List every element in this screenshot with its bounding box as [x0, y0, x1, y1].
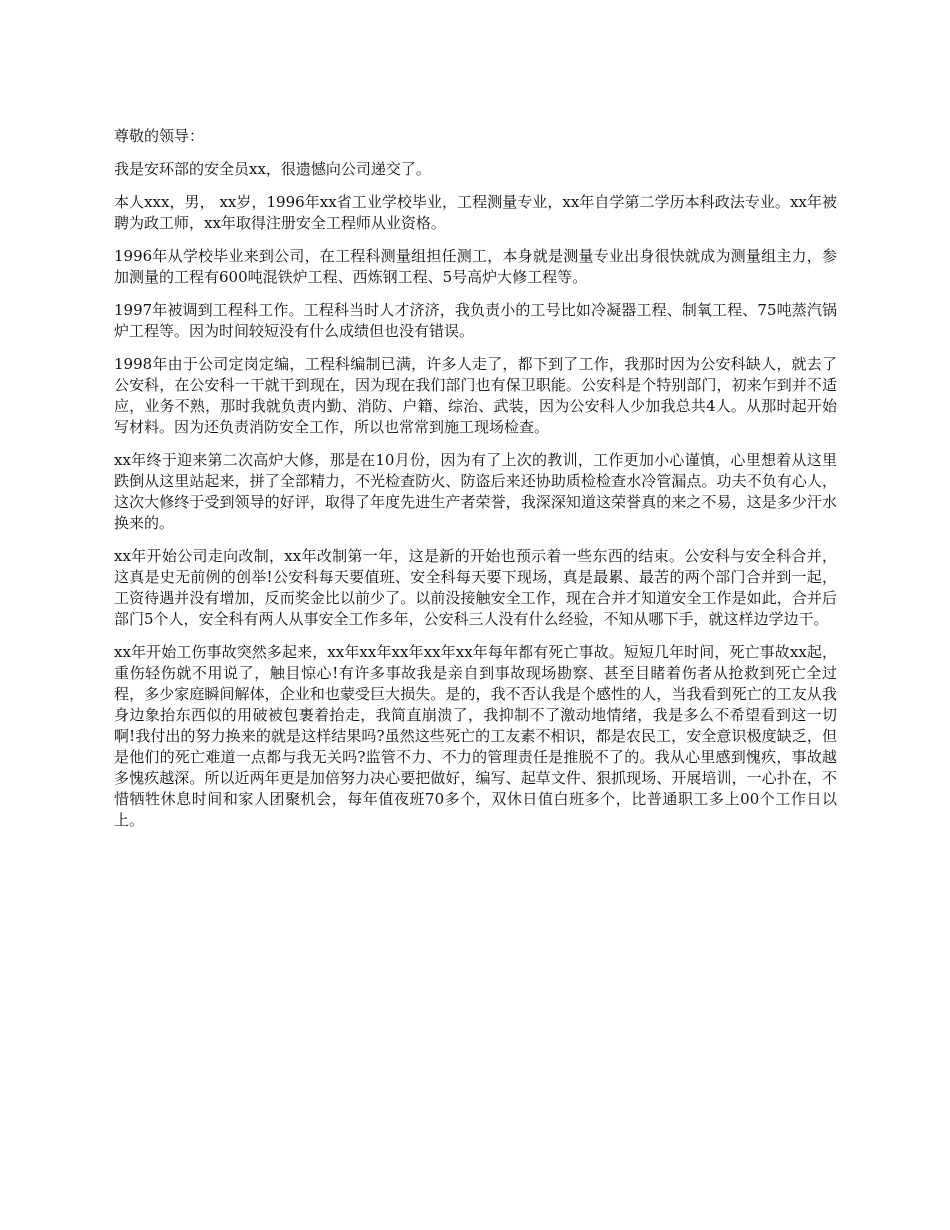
paragraph-2: 本人xxx，男， xx岁，1996年xx省工业学校毕业，工程测量专业，xx年自学第二学历本科政法专业。xx年被聘为政工师，xx年取得注册安全工程师从业资格。 — [114, 193, 837, 232]
paragraph-5: 1998年由于公司定岗定编，工程科编制已满，许多人走了，都下到了工作，我那时因为公安科缺人，就去了公安科，在公安科一干就干到现在，因为现在我们部门也有保卫职能。公安科是个特别部门，初来乍到并不适应，业务不熟，那时我就负责内勤、消防、户籍、综治、武装，因为公安科人少加我总共4人。从那时起开始写材料。因为还负责消防安全工作，所以也常常到施工现场检查。 — [114, 355, 837, 436]
paragraph-3: 1996年从学校毕业来到公司，在工程科测量组担任测工，本身就是测量专业出身很快就成为测量组主力，参加测量的工程有600吨混铁炉工程、西炼钢工程、5号高炉大修工程等。 — [114, 247, 837, 286]
paragraph-8: xx年开始工伤事故突然多起来，xx年xx年xx年xx年xx年每年都有死亡事故。短短几年时间，死亡事故xx起，重伤轻伤就不用说了，触目惊心!有许多事故我是亲自到事故现场勘察、甚至目睹着伤者从抢救到死亡全过程，多少家庭瞬间解体，企业和也蒙受巨大损失。是的，我不否认我是个感性的人，当我看到死亡的工友从我身边象抬东西似的用破被包裹着抬走，我简直崩溃了，我抑制不了激动地情绪，我是多么不希望看到这一切啊!我付出的努力换来的就是这样结果吗?虽然这些死亡的工友素不相识，都是农民工，安全意识极度缺乏，但是他们的死亡难道一点都与我无关吗?监管不力、不力的管理责任是推脱不了的。我从心里感到愧疚，事故越多愧疚越深。所以近两年更是加倍努力决心要把做好，编写、起草文件、狠抓现场、开展培训，一心扑在，不惜牺牲休息时间和家人团聚机会，每年值夜班70多个，双休日值白班多个，比普通职工多上00个工作日以上。 — [114, 643, 837, 829]
paragraph-4: 1997年被调到工程科工作。工程科当时人才济济，我负责小的工号比如冷凝器工程、制氧工程、75吨蒸汽锅炉工程等。因为时间较短没有什么成绩但也没有错误。 — [114, 301, 837, 340]
paragraph-6: xx年终于迎来第二次高炉大修，那是在10月份，因为有了上次的教训，工作更加小心谨慎，心里想着从这里跌倒从这里站起来，拼了全部精力，不光检查防火、防盗后来还协助质检检查水冷管漏点。功夫不负有心人，这次大修终于受到领导的好评，取得了年度先进生产者荣誉，我深深知道这荣誉真的来之不易，这是多少汗水换来的。 — [114, 451, 837, 532]
salutation: 尊敬的领导： — [114, 127, 205, 145]
paragraph-7: xx年开始公司走向改制，xx年改制第一年，这是新的开始也预示着一些东西的结束。公安科与安全科合并，这真是史无前例的创举!公安科每天要值班、安全科每天要下现场，真是最累、最苦的两个部门合并到一起，工资待遇并没有增加，反而奖金比以前少了。以前没接触安全工作，现在合并才知道安全工作是如此，合并后部门5个人，安全科有两人从事安全工作多年，公安科三人没有什么经验，不知从哪下手，就这样边学边干。 — [114, 547, 837, 628]
document-body — [114, 126, 837, 843]
paragraph-1: 我是安环部的安全员xx，很遗憾向公司递交了。 — [114, 160, 431, 178]
